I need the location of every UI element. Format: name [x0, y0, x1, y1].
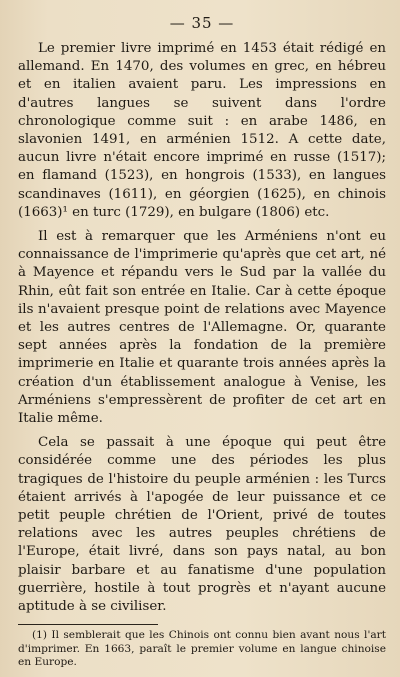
footnote-divider [18, 624, 158, 625]
footnote: (1) Il semblerait que les Chinois ont connu bien avant nous l'art d'imprimer. En 1663, paraît le premier volume en langue chinoise en Europe. [18, 629, 386, 669]
paragraph-1: Le premier livre imprimé en 1453 était rédigé en allemand. En 1470, des volumes en grec, en hébreu et en italien avaient paru. Les impressions en d'autres langues se suivent dans l'ordre chronologique comme suit : en arabe 1486, en slavonien 1491, en arménien 1512. A cette date, aucun livre n'était encore imprimé en russe (1517); en flamand (1523), en hongrois (1533), en langues scandinaves (1611), en géorgien (1625), en chinois (1663)¹ en turc (1729), en bulgare (1806) etc. [18, 41, 386, 220]
page-number: — 35 — [169, 14, 235, 32]
paragraph-2: Il est à remarquer que les Arméniens n'ont eu connaissance de l'imprimerie qu'après que cet art, né à Mayence et répandu vers le Sud par la vallée du Rhin, eût fait son entrée en Italie. Car à cette époque ils n'avaient presque point de relations avec Mayence et les autres centres de l'Allemagne. Or, quarante sept années après la fondation de la première imprimerie en Italie et quarante trois années après la création d'un établissement analogue à Venise, les Arméniens s'empressèrent de profiter de cet art en Italie même. [18, 229, 386, 427]
paragraph-3: Cela se passait à une époque qui peut être considérée comme une des périodes les plus tragiques de l'histoire du peuple arménien : les Turcs étaient arrivés à l'apogée de leur puissance et ce petit peuple chrétien de l'Orient, privé de toutes relations avec les autres peuples chrétiens de l'Europe, était livré, dans son pays natal, au bon plaisir barbare et au fanatisme d'une population guerrière, hostile à tout progrès et n'ayant aucune aptitude à se civiliser. [18, 435, 386, 615]
